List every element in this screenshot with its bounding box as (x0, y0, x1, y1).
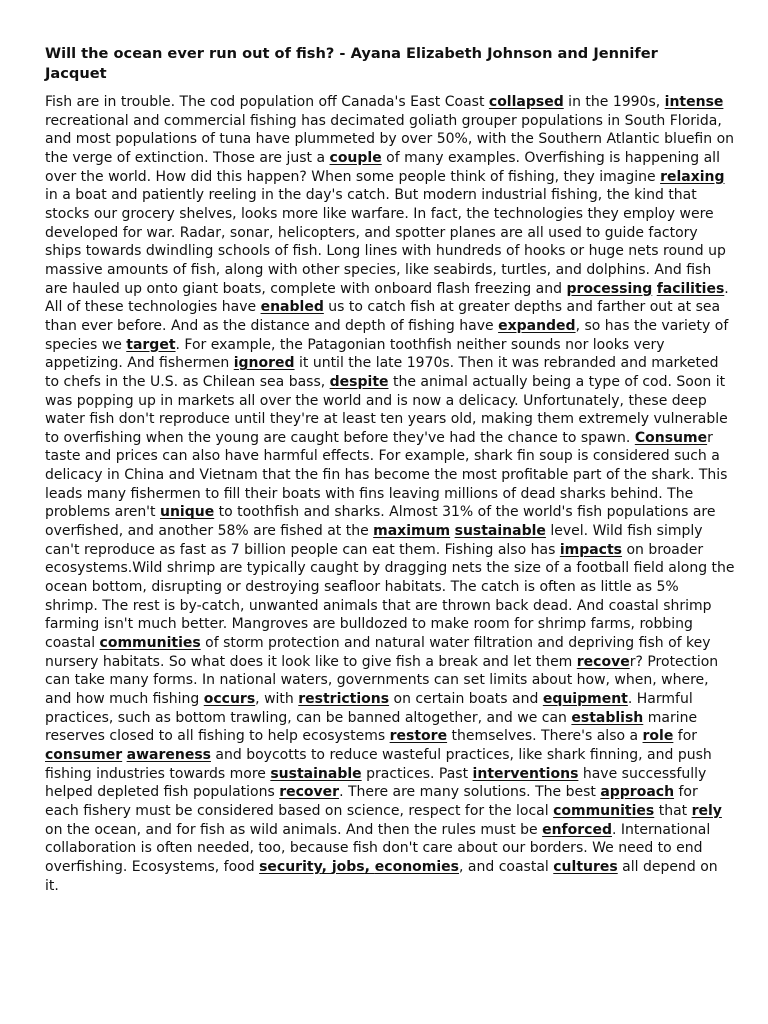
vocabulary-keyword: establish (571, 709, 644, 726)
body-text-segment: r taste and prices can also have harmful effects. For example, shark fin soup is considered such a delicacy in China and Vietnam that the fin has become the most profitable part of the shark. This leads many fishermen to fill their boats with fins leaving millions of dead sharks behind. The problems aren't (45, 429, 728, 521)
body-text-segment: level. Wild fish simply can't reproduce as fast as 7 billion people can eat them. Fishing also has (45, 523, 703, 558)
vocabulary-keyword: , (321, 858, 332, 875)
vocabulary-keyword: sustainable (454, 523, 546, 540)
body-text-segment: . All of these technologies have (45, 280, 729, 316)
vocabulary-keyword: occurs (203, 691, 256, 707)
vocabulary-keyword: ignored (233, 355, 295, 372)
vocabulary-keyword: enabled (260, 299, 324, 316)
body-text-segment: us to catch fish at greater depths and farther out at sea than ever before. And as the distance and depth of fishing have (45, 299, 721, 334)
vocabulary-keyword: economies (374, 858, 460, 875)
body-text-segment: . Harmful practices, such as bottom trawling, can be banned altogether, and we can (45, 691, 693, 726)
body-text-segment: to toothfish and sharks. Almost 31% of the world's fish populations are overfished, and another 58% are fished at the (45, 504, 716, 540)
vocabulary-keyword: approach (600, 784, 675, 801)
vocabulary-keyword: consumer (45, 746, 123, 763)
body-text-segment: , so has the variety of species we (45, 317, 729, 353)
vocabulary-keyword: cultures (553, 858, 618, 875)
body-text-segment: marine reserves closed to all fishing to help ecosystems (45, 709, 698, 745)
vocabulary-keyword: jobs (331, 858, 365, 875)
vocabulary-keyword: Consume (634, 429, 708, 446)
body-text-segment: . There are many solutions. The best (339, 784, 601, 801)
body-text-segment: of storm protection and natural water filtration and depriving fish of key nursery habitats. So what does it look like to give fish a break and let them (45, 635, 711, 670)
body-text-segment: for each fishery must be considered based on science, respect for the local (45, 784, 698, 819)
vocabulary-keyword: restrictions (298, 691, 390, 707)
body-text-segment: , and coastal (459, 858, 554, 875)
vocabulary-keyword: awareness (126, 746, 211, 763)
document-title: Will the ocean ever run out of fish? - Ayana Elizabeth Johnson and Jennifer Jacquet (45, 45, 658, 82)
body-text-segment: that (654, 802, 692, 819)
body-text-segment: it until the late 1970s. Then it was rebranded and marketed to chefs in the U.S. as Chilean sea bass, (45, 355, 719, 390)
vocabulary-keyword: target (126, 336, 176, 353)
vocabulary-keyword: security (259, 858, 322, 875)
body-text-segment: in a boat and patiently reeling in the day's catch. But modern industrial fishing, the kind that stocks our grocery shelves, looks more like warfare. In fact, the technologies they employ were developed for war. Radar, sonar, helicopters, and spotter planes are all used to guide factory ships towards dwindling schools of fish. Long lines with hundreds of hooks or huge nets round up massive amounts of fish, along with other species, like seabirds, turtles, and dolphins. And fish are hauled up onto giant boats, complete with onboard flash freezing and (45, 187, 726, 297)
body-text-segment: and boycotts to reduce wasteful practices, like shark finning, and push fishing industries towards more (45, 746, 712, 782)
vocabulary-keyword: unique (159, 504, 215, 521)
body-text-segment: of many examples. Overfishing is happening all over the world. How did this happen? When some people think of fishing, they imagine (45, 149, 720, 185)
vocabulary-keyword: , (364, 858, 375, 875)
body-text-segment: have successfully helped depleted fish populations (45, 765, 707, 801)
vocabulary-keyword: equipment (542, 691, 628, 707)
vocabulary-keyword: communities (99, 635, 201, 652)
body-text-segment: for (673, 728, 698, 745)
vocabulary-keyword: relaxing (660, 168, 725, 185)
body-text-segment: Fish are in trouble. The cod population off Canada's East Coast (45, 94, 489, 110)
body-text-segment: on certain boats and (389, 691, 543, 707)
vocabulary-keyword: impacts (559, 541, 623, 558)
body-text-segment: all depend on it. (45, 858, 718, 894)
vocabulary-keyword: expanded (498, 317, 576, 334)
vocabulary-keyword: interventions (472, 765, 579, 782)
vocabulary-keyword: processing (566, 280, 653, 297)
vocabulary-keyword: restore (389, 728, 448, 745)
vocabulary-keyword: rely (691, 802, 722, 819)
body-text-segment: recreational and commercial fishing has decimated goliath grouper populations in South Florida, and most populations of tuna have plummeted by over 50%, with the Southern Atlantic bluefin on the verge of extinction. Those are just a (45, 112, 735, 166)
vocabulary-keyword: collapsed (488, 94, 564, 110)
body-text-segment: r? Protection can take many forms. In national waters, governments can set limits about how, when, where, and how much fishing (45, 653, 719, 707)
vocabulary-keyword: facilities (656, 280, 725, 297)
vocabulary-keyword: recove (576, 653, 630, 670)
body-text-segment: practices. Past (361, 765, 473, 782)
body-text-segment: the animal actually being a type of cod. Soon it was popping up in markets all over the world and is now a delicacy. Unfortunately, these deep water fish don't reproduce until they're at least ten years old, making them extremely vulnerable to overfishing when the young are caught before they've had the chance to spawn. (45, 373, 728, 446)
vocabulary-keyword: recover (279, 784, 340, 801)
body-text-segment: on the ocean, and for fish as wild animals. And then the rules must be (45, 821, 543, 838)
body-text-segment: themselves. There's also a (447, 728, 643, 745)
body-text-segment: . For example, the Patagonian toothfish neither sounds nor looks very appetizing. And fishermen (45, 336, 665, 372)
body-text-segment: , with (255, 691, 299, 707)
vocabulary-keyword: sustainable (270, 765, 362, 782)
body-text-segment: on broader ecosystems.Wild shrimp are typically caught by dragging nets the size of a football field along the ocean bottom, disrupting or destroying seafloor habitats. The catch is often as little as 5% shrimp. The rest is by-catch, unwanted animals that are thrown back dead. And coastal shrimp farming isn't much better. Mangroves are bulldozed to make room for shrimp farms, robbing coastal (45, 541, 735, 652)
vocabulary-keyword: maximum (373, 523, 451, 540)
body-text-segment: . International collaboration is often needed, too, because fish don't care about our borders. We need to end overfishing. Ecosystems, food (45, 821, 711, 875)
vocabulary-keyword: communities (553, 802, 655, 819)
vocabulary-keyword: role (642, 728, 674, 745)
document-body (45, 93, 735, 895)
vocabulary-keyword: despite (329, 373, 389, 390)
vocabulary-keyword: enforced (542, 821, 612, 838)
vocabulary-keyword: couple (329, 149, 382, 166)
vocabulary-keyword: intense (664, 94, 724, 110)
body-text-segment: in the 1990s, (563, 94, 665, 110)
